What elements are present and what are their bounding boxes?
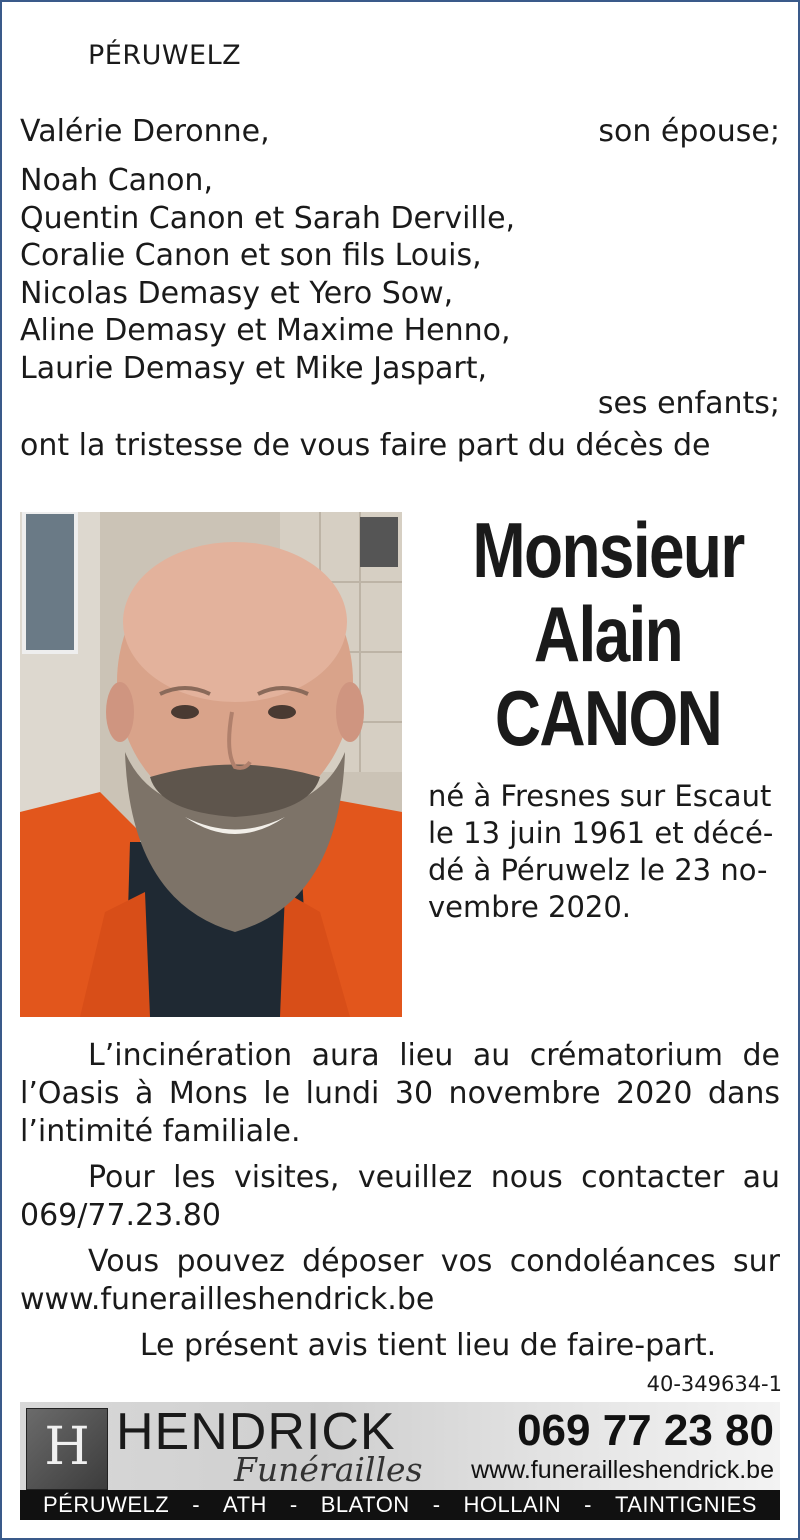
location-item: HOLLAIN [463,1492,562,1517]
child-entry: Nicolas Demasy et Yero Sow, [20,275,454,311]
portrait-illustration [20,512,402,1017]
child-entry: Aline Demasy et Maxime Henno, [20,313,511,348]
banner-website[interactable]: www.funerailleshendrick.be [471,1456,774,1484]
spouse-role: son épouse; [598,114,780,149]
child-entry: Noah Canon, [20,163,213,198]
deceased-name-block [422,508,794,760]
detail-line: né à Fresnes sur Escaut [428,779,772,813]
deceased-last-name: CANON [494,674,722,762]
detail-line: le 13 juin 1961 et décé- [428,816,774,850]
children-role: ses enfants; [597,386,780,421]
banner-phone: 069 77 23 80 [517,1406,774,1455]
brand-name: HENDRICK [116,1403,396,1461]
deceased-first-name: Alain [533,590,683,678]
brand-subtitle: Funérailles [234,1450,423,1489]
header-city: PÉRUWELZ [88,40,242,71]
detail-line: vembre 2020. [428,890,632,924]
reference-number: 40-349634-1 [646,1372,782,1396]
children-list [20,162,515,387]
detail-line: dé à Péruwelz le 23 no- [428,853,768,887]
funeral-home-banner [20,1402,780,1520]
location-separator: - [192,1492,201,1517]
notice-paragraph: Le présent avis tient lieu de faire-part. [139,1328,717,1363]
visits-paragraph: Pour les visites, veuillez nous contacter au 069/77.23.80 [20,1160,780,1233]
spouse-line [20,114,780,149]
condolences-paragraph: Vous pouvez déposer vos condoléances sur www.funerailleshendrick.be [20,1244,780,1317]
location-item: BLATON [320,1492,410,1517]
location-separator: - [289,1492,298,1517]
logo-letter: H [44,1417,90,1477]
birth-death-details [428,778,784,926]
cremation-paragraph: L’incinération aura lieu au crématorium de l’Oasis à Mons le lundi 30 novembre 2020 dans l’intimité familiale. [20,1038,780,1149]
location-separator: - [584,1492,592,1517]
child-entry: Laurie Demasy et Mike Jaspart, [20,350,488,386]
location-item: PÉRUWELZ [42,1492,170,1517]
locations-bar [20,1490,780,1520]
child-entry: Quentin Canon et Sarah Derville, [20,200,516,236]
location-item: TAINTIGNIES [614,1492,757,1517]
announcement-text: ont la tristesse de vous faire part du décès de [20,428,711,463]
deceased-title: Monsieur [472,506,744,594]
location-item: ATH [223,1492,267,1517]
hendrick-logo [26,1408,108,1490]
child-entry: Coralie Canon et son fils Louis, [20,238,482,273]
portrait-photo [20,512,402,1017]
spouse-name: Valérie Deronne, [20,114,270,149]
ceremony-details [20,1037,780,1365]
location-separator: - [432,1492,441,1517]
